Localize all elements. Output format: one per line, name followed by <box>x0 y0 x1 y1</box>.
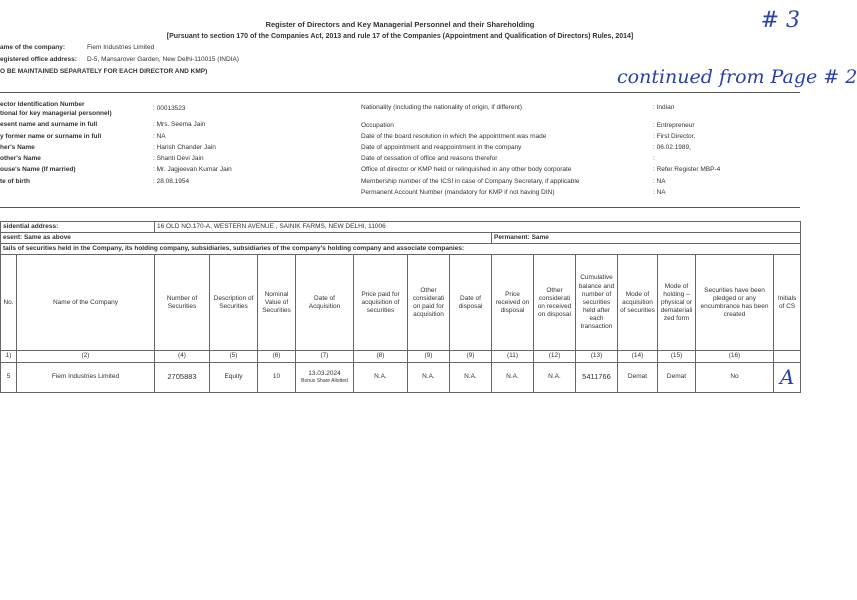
cell-other-paid: N.A. <box>408 362 450 392</box>
dob-label: te of birth <box>0 178 30 185</box>
col-header-no: No. <box>1 255 17 351</box>
col-number: (13) <box>576 351 618 362</box>
cell-initials <box>774 362 801 392</box>
acquisition-date: 13.03.2024 <box>308 369 341 377</box>
cell-company: Fiem Industries Limited <box>17 362 155 392</box>
cessation-value: : <box>653 155 655 162</box>
register-title: Register of Directors and Key Managerial Personnel and their Shareholding <box>265 20 535 29</box>
register-subtitle: [Pursuant to section 170 of the Companies Act, 2013 and rule 17 of the Companies (Appointment and Qualification of Directors) Rules, 2014] <box>166 33 634 40</box>
divider <box>0 207 800 208</box>
col-header-initials: Initials of CS <box>774 255 801 351</box>
divider <box>0 92 800 93</box>
residential-address-label: sidential address: <box>1 222 155 233</box>
cell-cumulative: 5411766 <box>576 362 618 392</box>
col-header-company: Name of the Company <box>17 255 155 351</box>
dob-value: : 28.08.1954 <box>153 178 190 185</box>
acquisition-note: Bonus Share Allotted <box>301 377 348 384</box>
board-resolution-value: : First Director, <box>653 133 696 140</box>
continued-note-handwritten: continued from Page # 2 <box>617 66 857 88</box>
spouse-name-value: : Mr. Jagjeevan Kumar Jain <box>153 166 232 173</box>
company-name-value: Fiem Industries Limited <box>87 44 155 51</box>
spouse-name-label: ouse's Name (If married) <box>0 166 76 173</box>
col-header-mode-acquisition: Mode of acquisition of securities <box>618 255 658 351</box>
present-address: esent: Same as above <box>1 233 492 244</box>
col-number: (12) <box>534 351 576 362</box>
col-number: (5) <box>210 351 258 362</box>
company-name-label: ame of the company: <box>0 44 66 51</box>
cell-mode-holding: Demat <box>658 362 696 392</box>
residential-address-value: 16 OLD NO.170-A, WESTERN AVENUE , SAINIK FARMS, NEW DELHI, 11006 <box>155 222 801 233</box>
col-header-date-disposal: Date of disposal <box>450 255 492 351</box>
col-number: (4) <box>155 351 210 362</box>
cell-description: Equity <box>210 362 258 392</box>
board-resolution-label: Date of the board resolution in which the appointment was made <box>361 133 547 140</box>
col-number: 1) <box>1 351 17 362</box>
company-address-value: D-5, Mansarover Garden, New Delhi-110015 (INDIA) <box>87 56 239 63</box>
cell-mode-acquisition: Demat <box>618 362 658 392</box>
cell-date-acquisition <box>296 362 354 392</box>
father-name-label: her's Name <box>0 144 35 151</box>
col-number: (15) <box>658 351 696 362</box>
mother-name-label: other's Name <box>0 155 41 162</box>
col-header-price-received: Price received on disposal <box>492 255 534 351</box>
cell-number: 2705883 <box>155 362 210 392</box>
pan-value: : NA <box>653 189 666 196</box>
appointment-date-value: : 06.02.1989, <box>653 144 691 151</box>
col-number: (14) <box>618 351 658 362</box>
nationality-value: : Indian <box>653 104 675 111</box>
former-name-value: : NA <box>153 133 166 140</box>
table-row <box>1 362 801 392</box>
din-label: ector Identification Number <box>0 101 85 108</box>
col-number: (16) <box>696 351 774 362</box>
cell-no: 5 <box>1 362 17 392</box>
col-number: (2) <box>17 351 155 362</box>
company-address-label: egistered office address: <box>0 56 77 63</box>
appointment-date-label: Date of appointment and reappointment in the company <box>361 144 522 151</box>
mother-name-value: : Shanti Devi Jain <box>153 155 204 162</box>
icsi-membership-value: : NA <box>653 178 666 185</box>
permanent-address: Permanent: Same <box>492 233 801 244</box>
cell-price-paid: N.A. <box>354 362 408 392</box>
col-header-nominal: Nominal Value of Securities <box>258 255 296 351</box>
col-number: (8) <box>354 351 408 362</box>
nationality-label: Nationality (including the nationality of origin, if different) <box>361 104 523 111</box>
col-header-number: Number of Securities <box>155 255 210 351</box>
former-name-label: y former name or surname in full <box>0 133 102 140</box>
col-number <box>774 351 801 362</box>
col-header-cumulative: Cumulative balance and number of securities held after each transaction <box>576 255 618 351</box>
occupation-value: : Entrepreneur <box>653 122 695 129</box>
din-label-sub: tional for key managerial personnel) <box>0 110 112 117</box>
cell-price-received: N.A. <box>492 362 534 392</box>
other-office-label: Office of director or KMP held or relinquished in any other body corporate <box>361 166 572 173</box>
father-name-value: : Harish Chander Jain <box>153 144 216 151</box>
col-number: (7) <box>296 351 354 362</box>
pan-label: Permanent Account Number (mandatory for KMP if not having DIN) <box>361 189 555 196</box>
cessation-label: Date of cessation of office and reasons therefor <box>361 155 498 162</box>
din-value: : 00013523 <box>153 105 186 112</box>
col-number: (9) <box>450 351 492 362</box>
maintenance-note: O BE MAINTAINED SEPARATELY FOR EACH DIRECTOR AND KMP) <box>0 68 208 75</box>
cell-date-disposal: N.A. <box>450 362 492 392</box>
col-header-date-acquisition: Date of Acquisition <box>296 255 354 351</box>
present-name-label: esent name and surname in full <box>0 121 98 128</box>
cell-pledged: No <box>696 362 774 392</box>
col-number: (11) <box>492 351 534 362</box>
col-header-description: Description of Securities <box>210 255 258 351</box>
col-header-mode-holding: Mode of holding – physical or demateriali zed form <box>658 255 696 351</box>
initials-handwritten: A <box>779 364 795 389</box>
col-number: (6) <box>258 351 296 362</box>
cell-nominal: 10 <box>258 362 296 392</box>
col-header-other-received: Other considerati on received on disposal <box>534 255 576 351</box>
cell-other-received: N.A. <box>534 362 576 392</box>
page-number-handwritten: # 3 <box>760 8 800 33</box>
col-header-price-paid: Price paid for acquisition of securities <box>354 255 408 351</box>
icsi-membership-label: Membership number of the ICSI in case of Company Secretary, if applicable <box>361 178 580 185</box>
securities-caption: tails of securities held in the Company, its holding company, subsidiaries, subsidiaries of the company's holding company and associate companies: <box>1 244 801 255</box>
col-header-other-paid: Other considerati on paid for acquisition <box>408 255 450 351</box>
occupation-label: Occupation <box>361 122 394 129</box>
securities-table <box>0 221 801 393</box>
col-header-pledged: Securities have been pledged or any encumbrance has been created <box>696 255 774 351</box>
other-office-value: : Refer Register MBP-4 <box>653 166 721 173</box>
present-name-value: : Mrs. Seema Jain <box>153 121 206 128</box>
col-number: (9) <box>408 351 450 362</box>
